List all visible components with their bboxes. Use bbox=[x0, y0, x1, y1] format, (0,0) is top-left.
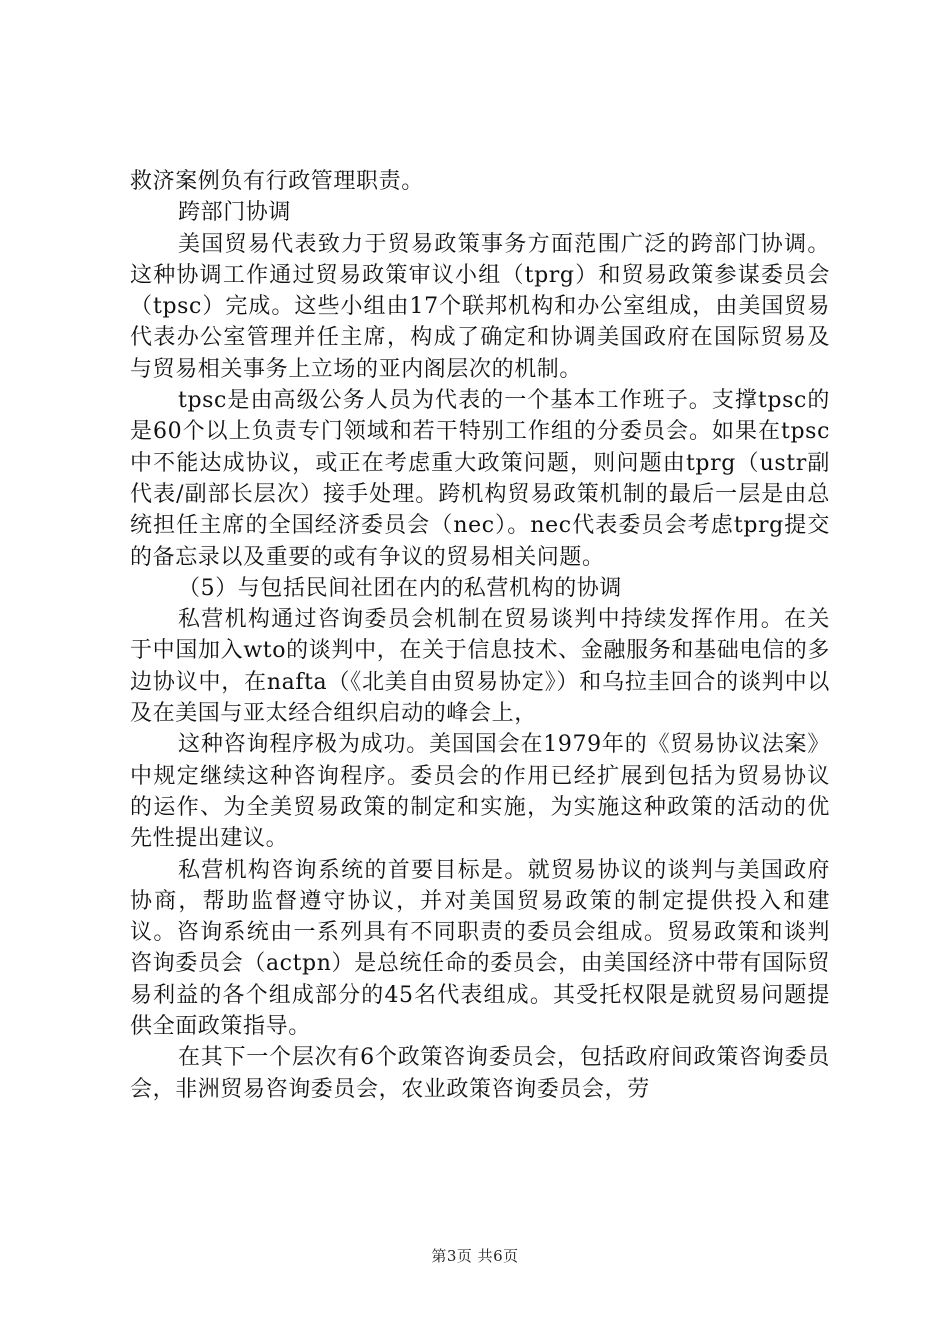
document-body bbox=[130, 166, 830, 1105]
section-heading-interagency: 跨部门协调 bbox=[178, 200, 292, 226]
paragraph-continuation: 救济案例负有行政管理职责。 bbox=[130, 169, 424, 194]
paragraph-private-sector-role: 私营机构通过咨询委员会机制在贸易谈判中持续发挥作用。在关于中国加入wto的谈判中，在关于信息技术、金融服务和基础电信的多边协议中，在nafta（《北美自由贸易协定》）和乌拉圭回合的谈判中以及在美国与亚太经合组织启动的峰会上， bbox=[130, 607, 830, 727]
paragraph-tpsc: tpsc是由高级公务人员为代表的一个基本工作班子。支撑tpsc的是60个以上负责专门领域和若干特别工作组的分委员会。如果在tpsc中不能达成协议，或正在考虑重大政策问题，则问题由tprg（ustr副代表/副部长层次）接手处理。跨机构贸易政策机制的最后一层是由总统担任主席的全国经济委员会（nec）。nec代表委员会考虑tprg提交的备忘录以及重要的或有争议的贸易相关问题。 bbox=[130, 388, 830, 570]
paragraph-ustr-coordination: 美国贸易代表致力于贸易政策事务方面范围广泛的跨部门协调。这种协调工作通过贸易政策审议小组（tprg）和贸易政策参谋委员会（tpsc）完成。这些小组由17个联邦机构和办公室组成，由美国贸易代表办公室管理并任主席，构成了确定和协调美国政府在国际贸易及与贸易相关事务上立场的亚内阁层次的机制。 bbox=[130, 231, 830, 382]
paragraph-consultation-success: 这种咨询程序极为成功。美国国会在1979年的《贸易协议法案》中规定继续这种咨询程序。委员会的作用已经扩展到包括为贸易协议的运作、为全美贸易政策的制定和实施，为实施这种政策的活动的优先性提出建议。 bbox=[130, 732, 830, 852]
paragraph-advisory-system: 私营机构咨询系统的首要目标是。就贸易协议的谈判与美国政府协商，帮助监督遵守协议，并对美国贸易政策的制定提供投入和建议。咨询系统由一系列具有不同职责的委员会组成。贸易政策和谈判咨询委员会（actpn）是总统任命的委员会，由美国经济中带有国际贸易利益的各个组成部分的45名代表组成。其受托权限是就贸易问题提供全面政策指导。 bbox=[130, 857, 830, 1040]
page-number-footer: 第3页 共6页 bbox=[431, 1247, 519, 1265]
section-heading-private-sector: （5）与包括民间社团在内的私营机构的协调 bbox=[178, 575, 622, 601]
paragraph-policy-committees: 在其下一个层次有6个政策咨询委员会，包括政府间政策咨询委员会，非洲贸易咨询委员会，农业政策咨询委员会，劳 bbox=[130, 1045, 830, 1102]
